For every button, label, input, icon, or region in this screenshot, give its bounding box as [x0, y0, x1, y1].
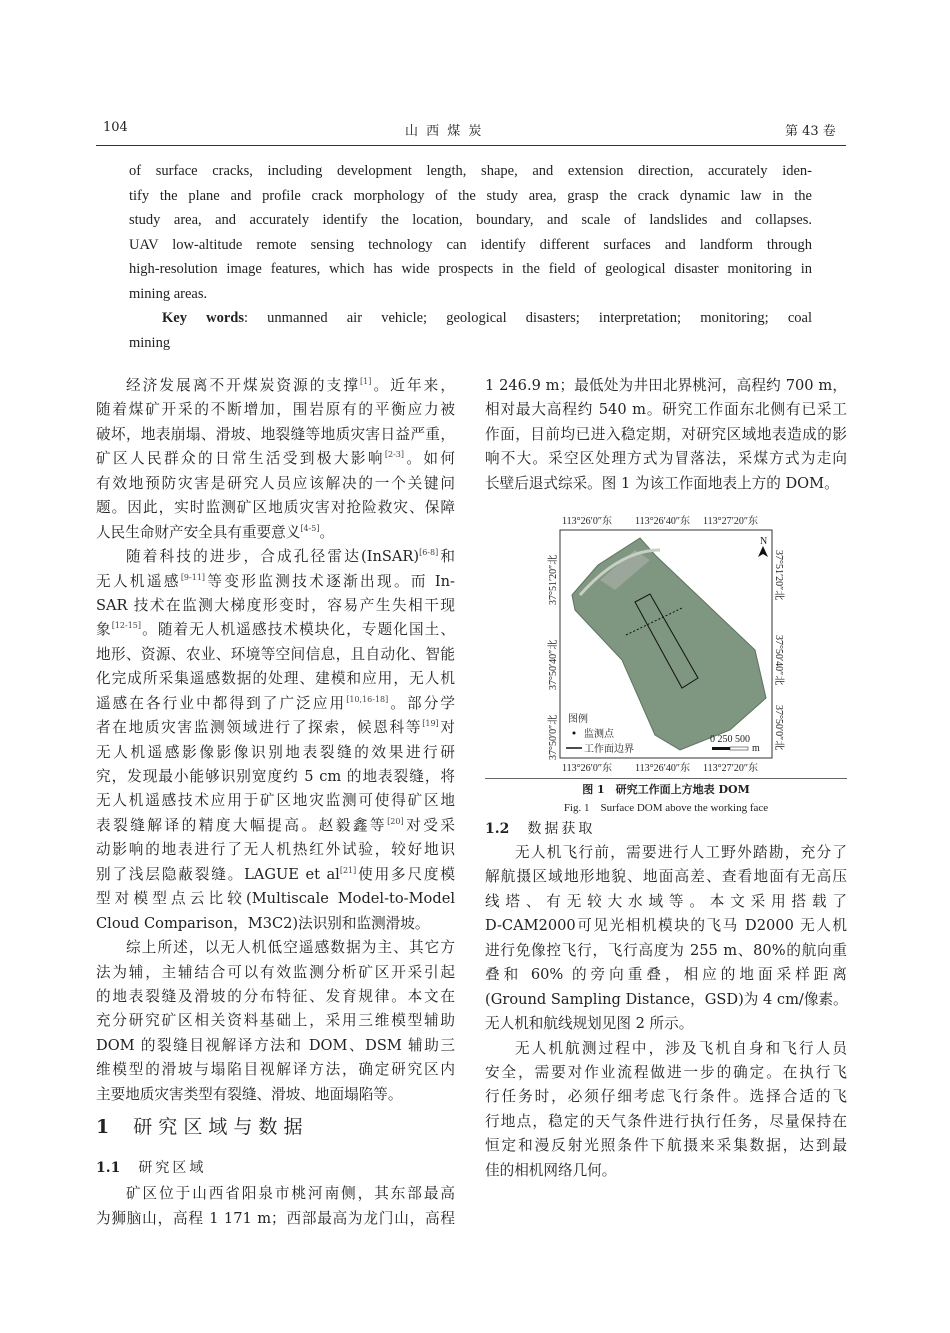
text-line: SAR 技术在监测大梯度形变时，容易产生失相干现	[96, 596, 455, 614]
text-line: 佳的相机网络几何。	[485, 1161, 617, 1179]
keywords-label: Key words	[162, 310, 244, 326]
text-line: 象[12-15]。随着无人机遥感技术模块化，专题化国土、	[96, 621, 455, 639]
text-line: 行任务时，必须仔细考虑飞行条件。选择合适的飞	[485, 1088, 847, 1106]
coord-label: 37°51′20″北	[548, 554, 559, 605]
paragraph	[485, 841, 847, 1037]
paragraph	[96, 374, 455, 545]
text-line: 无人机飞行前，需要进行人工野外踏勘，充分了	[515, 844, 847, 861]
right-column-lower	[485, 817, 847, 1183]
text-line: 为狮脑山，高程 1 171 m；西部最高为龙门山，高程	[96, 1209, 455, 1227]
coord-label: 37°50′0″北	[773, 705, 784, 751]
figure-1-map	[540, 510, 790, 778]
coord-label: 113°26′40″东	[635, 516, 690, 527]
section-number: 1.2	[485, 821, 510, 837]
text-line: D-CAM2000可见光相机模块的飞马 D2000 无人机	[485, 917, 847, 935]
paragraph	[96, 545, 455, 936]
abstract-line: UAV low-altitude remote sensing technology can identify different surfaces and landform through	[129, 236, 812, 253]
text-line: 主要地质灾害类型有裂缝、滑坡、地面塌陷等。	[96, 1085, 403, 1103]
citation: [21]	[339, 865, 357, 875]
text-line: 经济发展离不开煤炭资源的支撑[1]。近年来，	[126, 377, 455, 394]
journal-name: 山 西 煤 炭	[405, 124, 484, 139]
text-line: 恒定和漫反射光照条件下航摄来采集数据，达到最	[485, 1137, 847, 1155]
text-line: 化完成所采集遥感数据的处理、建模和应用，无人机	[96, 670, 455, 688]
abstract-line: high-resolution image features, which has wide prospects in the field of geological disaster monitoring in	[129, 261, 812, 277]
coord-label: 37°50′0″北	[548, 714, 559, 760]
header-rule	[96, 145, 846, 146]
text-line: 进行免像控飞行，飞行高度为 255 m、80%的航向重	[485, 941, 847, 959]
text-line: 无人机航测过程中，涉及飞机自身和飞行人员	[515, 1039, 847, 1057]
coord-label: 113°27′20″东	[703, 763, 758, 774]
figure-rule	[485, 778, 847, 779]
text-line: 矿区位于山西省阳泉市桃河南侧，其东部最高	[126, 1185, 455, 1203]
figure-caption-cn: 图 1 研究工作面上方地表 DOM	[582, 783, 750, 796]
volume-number: 第 43 卷	[785, 124, 836, 139]
section-number: 1	[96, 1116, 110, 1139]
coord-label: 113°27′20″东	[703, 516, 758, 527]
text-line: 作面，目前均已进入稳定期，对研究区域地表造成的影	[485, 425, 847, 443]
abstract-line: study area, and accurately identify the location, boundary, and scale of landslides and collapses.	[129, 212, 812, 228]
right-column	[485, 374, 847, 496]
citation: [1]	[360, 377, 372, 386]
text-line: 的地表裂缝及滑坡的分布特征、发育规律。本文在	[96, 987, 455, 1005]
section-number: 1.1	[96, 1160, 121, 1177]
text-line: 人民生命财产安全具有重要意义[4-5]。	[96, 523, 335, 541]
legend-item: 工作面边界	[584, 744, 634, 755]
text-line: (Ground Sampling Distance，GSD)为 4 cm/像素。	[485, 990, 848, 1008]
north-arrow-label: N	[760, 536, 768, 547]
text-line: 充分研究矿区相关资料基础上，采用三维模型辅助	[96, 1012, 455, 1030]
left-column	[96, 374, 455, 1231]
scale-unit: m	[752, 743, 760, 754]
text-line: 长壁后退式综采。图 1 为该工作面地表上方的 DOM。	[485, 474, 839, 492]
text-line: 响不大。采空区处理方式为冒落法，采煤方式为走向	[485, 450, 847, 468]
text-line: 维模型的滑坡与塌陷目视解译方法，确定研究区内	[96, 1061, 455, 1079]
text-line: 别了浅层隐蔽裂缝。LAGUE et al[21]使用多尺度模	[96, 865, 455, 883]
citation: [10,16-18]	[346, 694, 389, 704]
scale-bar	[712, 747, 730, 750]
scale-bar	[730, 747, 748, 750]
legend-item: 监测点	[584, 729, 614, 740]
scale-bar-numbers: 0 250 500	[710, 734, 750, 745]
text-line: 随着煤矿开采的不断增加，围岩原有的平衡应力被	[96, 401, 455, 419]
text-line: 无人机遥感影像影像识别地表裂缝的效果进行研	[96, 743, 455, 761]
text-line: 表裂缝解译的精度大幅提高。赵毅鑫等[20]对受采	[96, 816, 455, 834]
text-line: 解航摄区域地形地貌、地面高差、查看地面有无高压	[485, 868, 847, 886]
section-heading-1	[96, 1107, 455, 1156]
legend-title: 图例	[568, 714, 588, 725]
text-line: 破坏，地表崩塌、滑坡、地裂缝等地质灾害日益严重，	[96, 425, 455, 443]
abstract-line: tify the plane and profile crack morphology of the study area, grasp the crack dynamic law in the	[129, 187, 812, 204]
paragraph	[485, 1037, 847, 1184]
text-line: 线塔、有无较大水域等。本文采用搭载了	[485, 892, 847, 910]
text-line: 无人机遥感[9-11]等变形监测技术逐渐出现。而 In-	[96, 572, 455, 590]
text-line: 相对最大高程约 540 m。研究工作面东北侧有已采工	[485, 401, 847, 419]
text-line: 矿区人民群众的日常生活受到极大影响[2-3]。如何	[96, 450, 455, 468]
text-line: 动影响的地表进行了无人机热红外试验，较好地识	[96, 841, 455, 859]
text-line: 型对模型点云比较(Multiscale Model-to-Model	[96, 890, 455, 908]
section-heading-1-2	[485, 817, 847, 841]
abstract-lines	[129, 159, 812, 306]
keywords-line-2: mining	[129, 334, 171, 351]
text-line: 遥感在各行业中都得到了广泛应用[10,16-18]。部分学	[96, 694, 455, 712]
citation: [9-11]	[180, 572, 206, 582]
citation: [19]	[422, 719, 439, 729]
coord-label: 37°51′20″北	[773, 550, 784, 601]
citation: [20]	[387, 816, 404, 826]
text-line: 究，发现最小能够识别宽度约 5 cm 的地表裂缝，将	[96, 768, 455, 785]
paragraph	[485, 374, 847, 496]
coord-label: 37°50′40″北	[548, 639, 559, 690]
paragraph	[96, 1182, 455, 1231]
text-line: 随着科技的进步，合成孔径雷达(InSAR)[6-8]和	[126, 548, 455, 566]
text-line: 有效地预防灾害是研究人员应该解决的一个关键问	[96, 474, 455, 492]
text-line: 法为辅，主辅结合可以有效监测分析矿区开采引起	[96, 963, 455, 981]
text-line: 无人机遥感技术应用于矿区地灾监测可使得矿区地	[96, 792, 455, 810]
text-line: 无人机和航线规划见图 2 所示。	[485, 1015, 694, 1033]
text-line: 行地点，稳定的天气条件进行执行任务，尽量保持在	[485, 1112, 847, 1130]
text-line: 地形、资源、农业、环境等空间信息，且自动化、智能	[96, 645, 455, 663]
citation: [6-8]	[419, 548, 439, 558]
english-abstract	[129, 159, 812, 355]
text-line: 1 246.9 m；最低处为井田北界桃河，高程约 700 m，	[485, 377, 847, 394]
text-line: Cloud Comparison，M3C2)法识别和监测滑坡。	[96, 914, 430, 932]
citation: [4-5]	[300, 523, 320, 533]
coord-label: 113°26′0″东	[562, 763, 612, 774]
section-title: 研究区域	[138, 1160, 207, 1177]
abstract-line: of surface cracks, including development length, shape, and extension direction, accurately iden-	[129, 163, 812, 179]
text-line: 叠和 60% 的旁向重叠，相应的地面采样距离	[485, 966, 847, 984]
text-line: 安全，需要对作业流程做进一步的确定。在执行飞	[485, 1063, 847, 1081]
abstract-line: mining areas.	[129, 285, 208, 302]
monitoring-point-symbol	[573, 732, 576, 735]
citation: [12-15]	[111, 621, 142, 631]
keywords-line	[129, 306, 812, 331]
citation: [2-3]	[384, 450, 404, 460]
section-heading-1-1	[96, 1156, 455, 1182]
coord-label: 37°50′40″北	[773, 635, 784, 686]
text-line: 者在地质灾害监测领域进行了探索，候恩科等[19]对	[96, 719, 455, 737]
paragraph	[96, 936, 455, 1107]
text-line: 题。因此，实时监测矿区地质灾害对抢险救灾、保障	[96, 499, 455, 517]
figure-caption-en: Fig. 1 Surface DOM above the working face	[563, 802, 769, 814]
section-title: 数据获取	[527, 821, 596, 837]
text-line: 综上所述，以无人机低空遥感数据为主、其它方	[126, 939, 455, 957]
coord-label: 113°26′0″东	[562, 516, 612, 527]
text-line: DOM 的裂缝目视解译方法和 DOM、DSM 辅助三	[96, 1036, 455, 1054]
coord-label: 113°26′40″东	[635, 763, 690, 774]
keywords: : unmanned air vehicle; geological disasters; interpretation; monitoring; coal	[244, 310, 812, 326]
page-number: 104	[103, 120, 128, 135]
section-title: 研 究 区 域 与 数 据	[133, 1116, 303, 1139]
